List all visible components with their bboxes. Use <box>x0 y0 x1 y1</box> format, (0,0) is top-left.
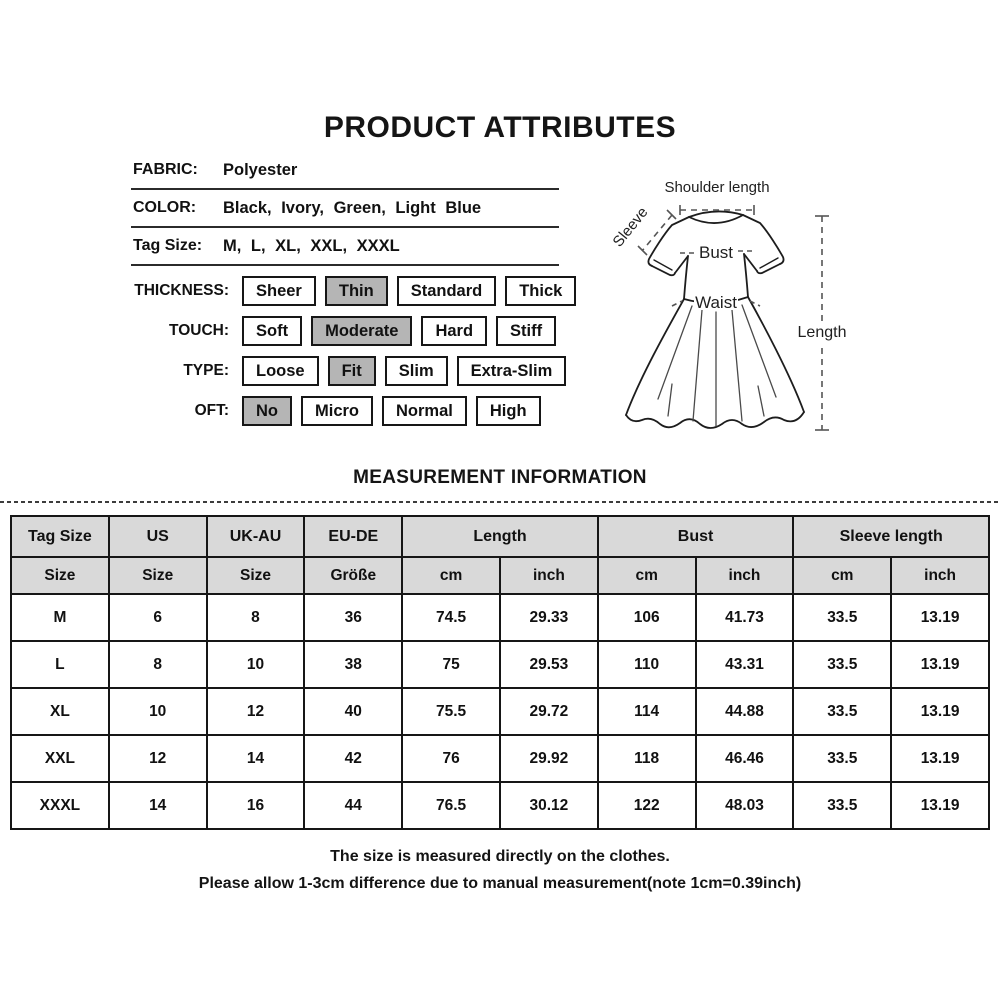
option-standard: Standard <box>397 276 497 306</box>
bust-label: Bust <box>698 243 734 262</box>
subcol-header-7-inch: inch <box>696 557 794 594</box>
shoulder-length-label: Shoulder length <box>664 179 770 196</box>
option-thick: Thick <box>505 276 576 306</box>
option-high: High <box>476 396 541 426</box>
cell-xxxl-1: 14 <box>109 782 207 829</box>
cell-xl-3: 40 <box>304 688 402 735</box>
sleeve-label: Sleeve <box>609 203 652 251</box>
subcol-header-6-cm: cm <box>598 557 696 594</box>
cell-m-7: 41.73 <box>696 594 794 641</box>
option-hard: Hard <box>421 316 487 346</box>
cell-l-7: 43.31 <box>696 641 794 688</box>
option-row-touch <box>130 316 585 346</box>
option-label-oft: OFT: <box>194 402 229 419</box>
subcol-header-0-size: Size <box>11 557 109 594</box>
size-table-body <box>11 594 989 829</box>
option-soft: Soft <box>242 316 302 346</box>
cell-xxl-1: 12 <box>109 735 207 782</box>
cell-l-0: L <box>11 641 109 688</box>
col-header-bust: Bust <box>598 516 794 557</box>
measurement-title: MEASUREMENT INFORMATION <box>353 467 647 488</box>
cell-xxxl-3: 44 <box>304 782 402 829</box>
cell-xxl-5: 29.92 <box>500 735 598 782</box>
spec-row-color <box>131 190 559 228</box>
spec-value-color: Black, Ivory, Green, Light Blue <box>223 198 482 217</box>
footer-note-1: The size is measured directly on the clothes. <box>330 848 670 865</box>
waist-label: Waist <box>695 293 737 312</box>
option-sheer: Sheer <box>242 276 316 306</box>
option-list <box>130 276 585 436</box>
cell-l-8: 33.5 <box>793 641 891 688</box>
dress-diagram <box>598 168 880 452</box>
subcol-header-3-größe: Größe <box>304 557 402 594</box>
subcol-header-5-inch: inch <box>500 557 598 594</box>
cell-xxxl-8: 33.5 <box>793 782 891 829</box>
cell-xl-8: 33.5 <box>793 688 891 735</box>
cell-xxxl-0: XXXL <box>11 782 109 829</box>
footer-notes <box>0 843 1000 897</box>
cell-xxxl-5: 30.12 <box>500 782 598 829</box>
cell-m-9: 13.19 <box>891 594 989 641</box>
cell-xl-0: XL <box>11 688 109 735</box>
option-fit: Fit <box>328 356 376 386</box>
dotted-divider <box>0 501 1000 503</box>
page-title: PRODUCT ATTRIBUTES <box>323 111 677 144</box>
cell-m-3: 36 <box>304 594 402 641</box>
length-label: Length <box>797 324 847 341</box>
option-stiff: Stiff <box>496 316 556 346</box>
option-label-thickness: THICKNESS: <box>134 282 229 299</box>
cell-xl-2: 12 <box>207 688 305 735</box>
skirt-fold-lines <box>658 305 776 426</box>
col-header-us: US <box>109 516 207 557</box>
cell-m-1: 6 <box>109 594 207 641</box>
subcol-header-1-size: Size <box>109 557 207 594</box>
table-row-size-xxl <box>11 735 989 782</box>
table-row-size-xxxl <box>11 782 989 829</box>
spec-row-tag-size <box>131 228 559 266</box>
cell-xl-7: 44.88 <box>696 688 794 735</box>
option-label-touch: TOUCH: <box>169 322 229 339</box>
footer-note-2: Please allow 1-3cm difference due to manual measurement(note 1cm=0.39inch) <box>198 875 802 892</box>
cell-xxxl-7: 48.03 <box>696 782 794 829</box>
size-table-head <box>11 516 989 594</box>
cell-m-0: M <box>11 594 109 641</box>
col-header-tag-size: Tag Size <box>11 516 109 557</box>
cell-xl-1: 10 <box>109 688 207 735</box>
cell-xl-5: 29.72 <box>500 688 598 735</box>
cell-xxl-8: 33.5 <box>793 735 891 782</box>
spec-list <box>131 152 559 266</box>
spec-row-fabric <box>131 152 559 190</box>
option-micro: Micro <box>301 396 373 426</box>
table-row-size-m <box>11 594 989 641</box>
size-table-header-row-1 <box>11 516 989 557</box>
subcol-header-8-cm: cm <box>793 557 891 594</box>
option-row-type <box>130 356 585 386</box>
cell-xxl-6: 118 <box>598 735 696 782</box>
col-header-sleeve-length: Sleeve length <box>793 516 989 557</box>
measure-lines <box>638 205 829 430</box>
cell-xxxl-9: 13.19 <box>891 782 989 829</box>
cell-xl-6: 114 <box>598 688 696 735</box>
option-label-type: TYPE: <box>183 362 229 379</box>
col-header-length: Length <box>402 516 598 557</box>
cell-xxl-2: 14 <box>207 735 305 782</box>
option-row-oft <box>130 396 585 426</box>
cell-xxxl-2: 16 <box>207 782 305 829</box>
cell-xxl-3: 42 <box>304 735 402 782</box>
option-moderate: Moderate <box>311 316 412 346</box>
cell-m-8: 33.5 <box>793 594 891 641</box>
cell-xxl-7: 46.46 <box>696 735 794 782</box>
cell-m-5: 29.33 <box>500 594 598 641</box>
option-normal: Normal <box>382 396 467 426</box>
option-thin: Thin <box>325 276 388 306</box>
option-row-thickness <box>130 276 585 306</box>
cell-l-3: 38 <box>304 641 402 688</box>
cell-xl-9: 13.19 <box>891 688 989 735</box>
cell-xxl-9: 13.19 <box>891 735 989 782</box>
subcol-header-4-cm: cm <box>402 557 500 594</box>
subcol-header-2-size: Size <box>207 557 305 594</box>
spec-value-tag-size: M, L, XL, XXL, XXXL <box>223 236 400 255</box>
cell-l-4: 75 <box>402 641 500 688</box>
option-extra-slim: Extra-Slim <box>457 356 567 386</box>
cell-m-4: 74.5 <box>402 594 500 641</box>
spec-label-tag-size: Tag Size: <box>133 237 203 254</box>
cell-xxxl-6: 122 <box>598 782 696 829</box>
spec-label-fabric: FABRIC: <box>133 161 198 178</box>
cell-xl-4: 75.5 <box>402 688 500 735</box>
table-row-size-xl <box>11 688 989 735</box>
cell-l-9: 13.19 <box>891 641 989 688</box>
cell-m-2: 8 <box>207 594 305 641</box>
cell-l-1: 8 <box>109 641 207 688</box>
spec-value-fabric: Polyester <box>223 160 298 179</box>
spec-label-color: COLOR: <box>133 199 197 216</box>
cell-m-6: 106 <box>598 594 696 641</box>
option-slim: Slim <box>385 356 448 386</box>
cell-l-5: 29.53 <box>500 641 598 688</box>
cell-l-2: 10 <box>207 641 305 688</box>
col-header-uk-au: UK-AU <box>207 516 305 557</box>
cell-xxxl-4: 76.5 <box>402 782 500 829</box>
cell-l-6: 110 <box>598 641 696 688</box>
size-table <box>10 515 990 830</box>
option-loose: Loose <box>242 356 319 386</box>
cell-xxl-4: 76 <box>402 735 500 782</box>
table-row-size-l <box>11 641 989 688</box>
col-header-eu-de: EU-DE <box>304 516 402 557</box>
option-no: No <box>242 396 292 426</box>
size-table-header-row-2 <box>11 557 989 594</box>
subcol-header-9-inch: inch <box>891 557 989 594</box>
cell-xxl-0: XXL <box>11 735 109 782</box>
diagram-labels <box>609 179 846 341</box>
